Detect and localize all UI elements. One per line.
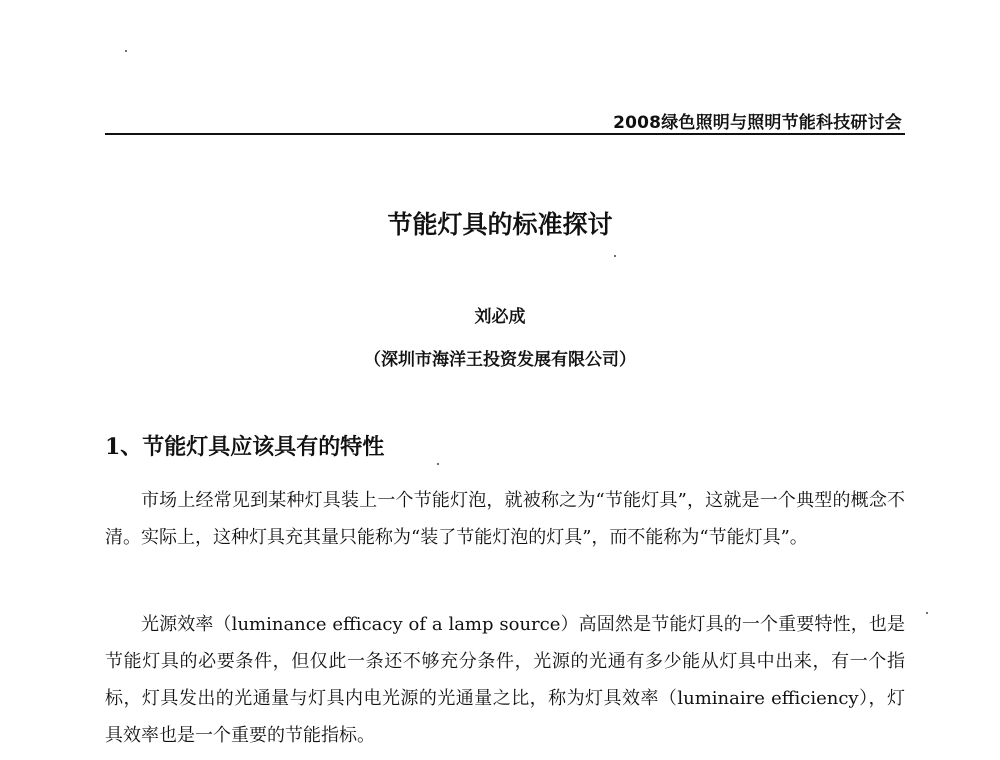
body-paragraph-1: 市场上经常见到某种灯具装上一个节能灯泡，就被称之为“节能灯具”，这就是一个典型的概念不清。实际上，这种灯具充其量只能称为“装了节能灯泡的灯具”，而不能称为“节能灯具”。 bbox=[105, 490, 905, 548]
scan-speck bbox=[926, 612, 928, 614]
scan-speck bbox=[437, 463, 439, 465]
author-affiliation: （深圳市海洋王投资发展有限公司） bbox=[364, 350, 636, 370]
article-title: 节能灯具的标准探讨 bbox=[387, 210, 613, 239]
header-rule bbox=[105, 133, 905, 135]
body-paragraph-2: 光源效率（luminance efficacy of a lamp source）高固然是节能灯具的一个重要特性，也是节能灯具的必要条件，但仅此一条还不够充分条件，光源的光通有多少能从灯具中出来，有一个指标，灯具发出的光通量与灯具内电光源的光通量之比，称为灯具效率（luminaire efficiency），灯具效率也是一个重要的节能指标。 bbox=[105, 614, 905, 746]
conference-header: 2008绿色照明与照明节能科技研讨会 bbox=[613, 113, 902, 133]
scan-speck bbox=[614, 255, 616, 257]
author-name: 刘必成 bbox=[474, 307, 526, 327]
section-heading: 1、节能灯具应该具有的特性 bbox=[105, 434, 385, 460]
scan-speck bbox=[125, 50, 127, 52]
